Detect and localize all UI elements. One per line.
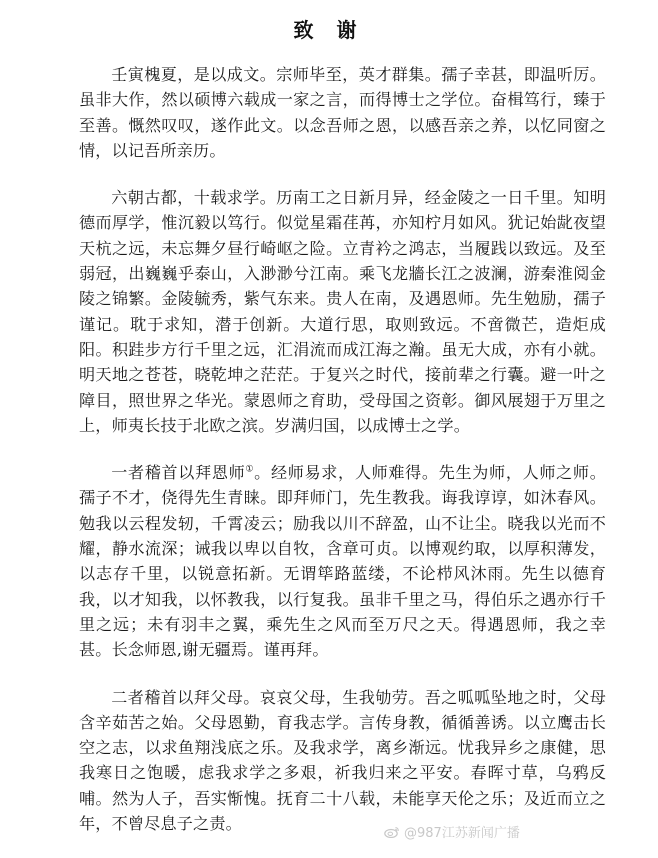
paragraph-intro: 壬寅槐夏，是以成文。宗师毕至，英才群集。孺子幸甚，即温听厉。虽非大作，然以硕博六载成一家之言，而得博士之学位。奋楫笃行，臻于至善。慨然叹叹，遂作此文。以念吾师之恩，以感吾亲之养，以忆同窗之情，以记吾所亲历。 [79,65,606,160]
paragraph-parents: 二者稽首以拜父母。哀哀父母，生我劬劳。吾之呱呱坠地之时，父母含辛茹苦之始。父母恩勤，育我志学。言传身教，循循善诱。以立鹰击长空之志，以求鱼翔浅底之乐。及我求学，离乡渐远。忧我异乡之康健，思我寒日之饱暖，虑我求学之多艰，祈我归来之平安。春晖寸草，乌鸦反哺。然为人子，吾实惭愧。抚育二十八载，未能享天伦之乐；及近而立之年，不曾尽息子之责。 [79,687,606,834]
document-body [79,62,606,858]
weibo-icon [384,826,400,838]
watermark-text: @987江苏新闻广播 [404,826,520,841]
paragraph-teacher-lead: 一者稽首以拜恩师 [111,463,246,483]
paragraph-study: 六朝古都，十载求学。历南工之日新月异，经金陵之一日千里。知明德而厚学，惟沉毅以笃行。似觉星霜荏苒，亦知柠月如风。犹记始龀夜望天杭之远，未忘舞夕昼行崎岖之险。立青衿之鸿志，当履践以致远。及至弱冠，出巍巍乎泰山，入渺渺兮江南。乘飞龙牆长江之波澜，游秦淮阅金陵之锦繁。金陵毓秀，紫气东来。贵人在南，及遇恩师。先生勉励，孺子谨记。耽于求知，潜于创新。大道行思，取则致远。不啻微芒，造炬成阳。积跬步方行千里之远，汇涓流而成江海之瀚。虽无大成，亦有小就。明天地之苍苍，晓乾坤之茫茫。于复兴之时代，接前辈之行囊。避一叶之障目，照世界之华光。蒙恩师之育助，受母国之资彰。御风展翅于万里之上，师夷长技于北欧之滨。岁满归国，以成博士之学。 [79,188,606,435]
paragraph-teacher [79,460,606,662]
watermark [384,822,520,841]
footnote-mark[interactable]: ① [245,464,255,475]
paragraph-teacher-body: 。经师易求，人师难得。先生为师，人师之师。孺子不才，侥得先生青睐。即拜师门，先生教我。诲我谆谆，如沐春风。勉我以云程发轫，千霄凌云；励我以川不辞盈，山不让尘。晓我以光而不耀，静水流深；诫我以卑以自牧，含章可贞。以博观约取，以厚积薄发，以志存千里，以锐意拓新。无谓筚路蓝缕，不论栉风沐雨。先生以德育我，以才知我，以怀教我，以行复我。虽非千里之马，得伯乐之遇亦行千里之远；未有羽丰之翼，乘先生之风而至万尺之天。得遇恩师，我之幸甚。长念师恩,谢无疆焉。谨再拜。 [79,463,606,660]
page-title: 致 谢 [293,18,365,42]
